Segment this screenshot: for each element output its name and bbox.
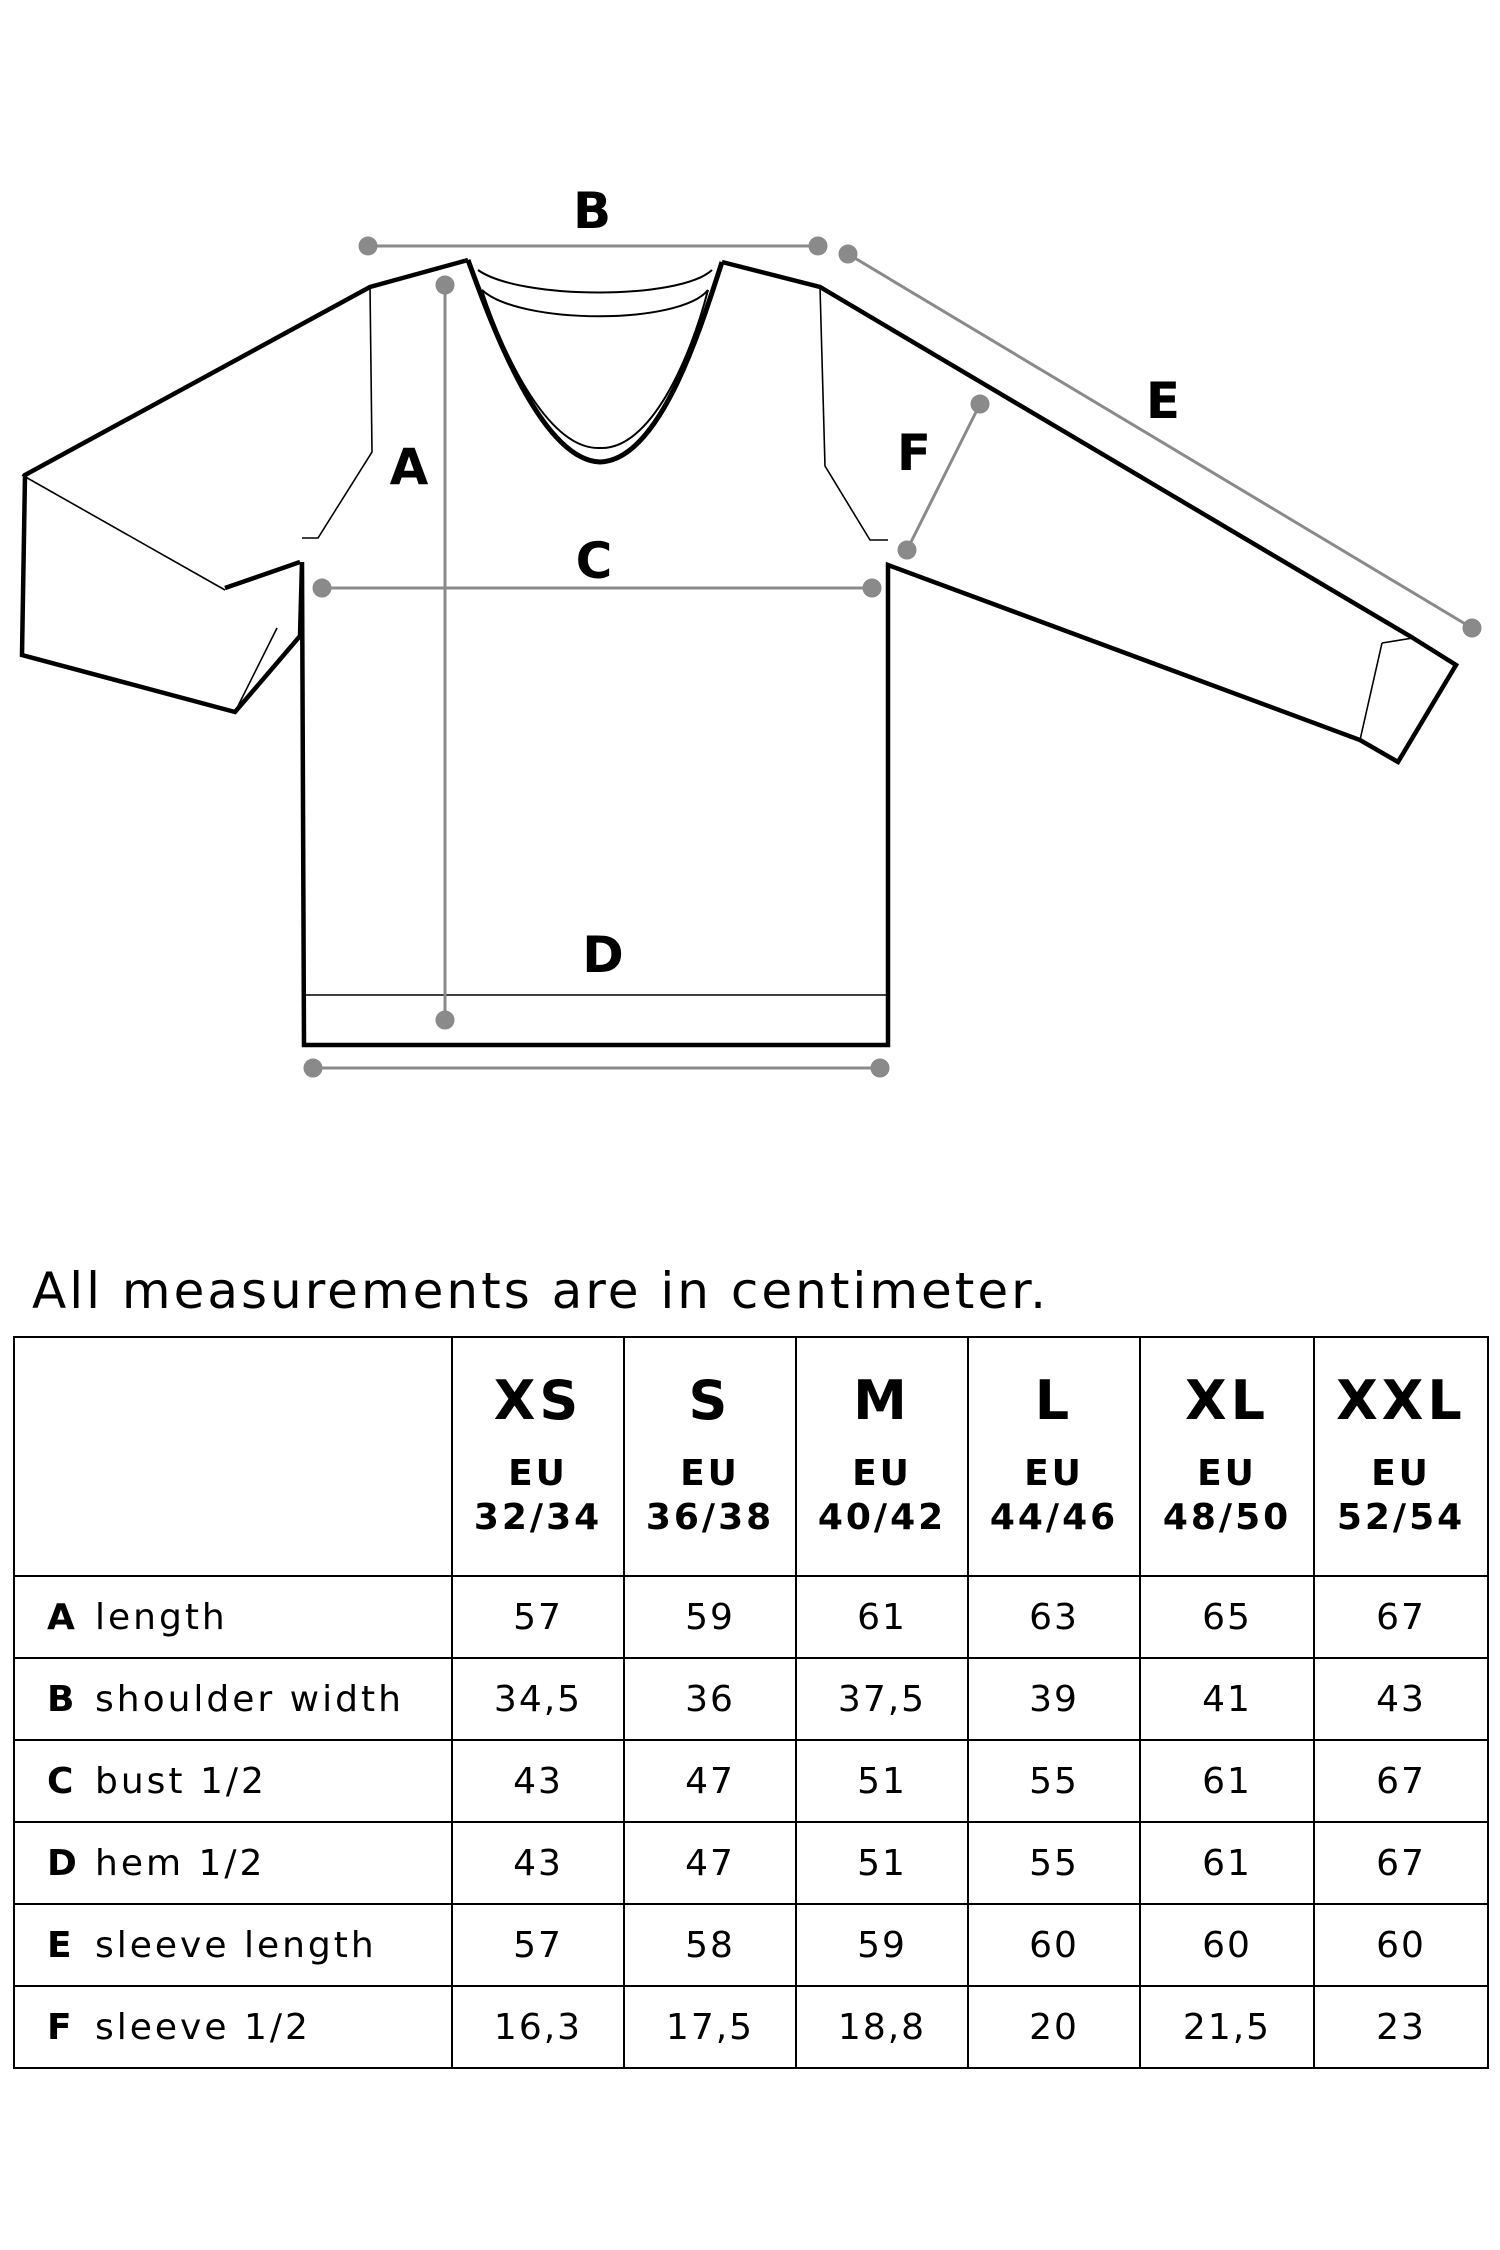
measure-line-e (848, 254, 1472, 628)
size-header-row (14, 1337, 1488, 1576)
size-eu-prefix: EU (1024, 1453, 1084, 1495)
size-eu: 48/50 (1162, 1496, 1292, 1538)
size-name: L (1034, 1369, 1074, 1433)
table-cell: 51 (796, 1822, 968, 1904)
table-cell: 43 (452, 1740, 624, 1822)
row-letter: C (47, 1760, 76, 1802)
table-cell: 63 (968, 1576, 1140, 1658)
table-cell: 43 (452, 1822, 624, 1904)
table-cell: 34,5 (452, 1658, 624, 1740)
table-cell: 57 (452, 1576, 624, 1658)
size-eu: 36/38 (645, 1496, 775, 1538)
table-cell: 18,8 (796, 1986, 968, 2068)
size-name: M (853, 1369, 911, 1433)
label-e: E (1145, 372, 1181, 430)
row-label (14, 1658, 452, 1740)
size-header (624, 1337, 796, 1576)
row-name: length (95, 1596, 228, 1638)
table-row (14, 1658, 1488, 1740)
row-letter: B (47, 1678, 77, 1720)
table-cell: 51 (796, 1740, 968, 1822)
table-cell: 60 (968, 1904, 1140, 1986)
table-cell: 61 (796, 1576, 968, 1658)
size-eu-prefix: EU (852, 1453, 912, 1495)
label-f: F (896, 424, 932, 482)
size-header (452, 1337, 624, 1576)
size-name: XL (1184, 1369, 1270, 1433)
table-row (14, 1576, 1488, 1658)
row-name: sleeve length (95, 1924, 377, 1966)
table-cell: 60 (1140, 1904, 1314, 1986)
table-cell: 65 (1140, 1576, 1314, 1658)
table-cell: 23 (1314, 1986, 1488, 2068)
size-eu-prefix: EU (680, 1453, 740, 1495)
table-cell: 55 (968, 1822, 1140, 1904)
table-row (14, 1986, 1488, 2068)
table-cell: 20 (968, 1986, 1140, 2068)
table-row (14, 1904, 1488, 1986)
table-cell: 61 (1140, 1822, 1314, 1904)
table-cell: 55 (968, 1740, 1140, 1822)
table-cell: 58 (624, 1904, 796, 1986)
table-cell: 47 (624, 1740, 796, 1822)
table-row (14, 1740, 1488, 1822)
row-letter: E (47, 1924, 74, 1966)
size-header (796, 1337, 968, 1576)
size-name: S (688, 1369, 732, 1433)
table-cell: 59 (624, 1576, 796, 1658)
row-label (14, 1740, 452, 1822)
size-eu: 52/54 (1336, 1496, 1466, 1538)
units-note: All measurements are in centimeter. (32, 1262, 1050, 1320)
label-a: A (389, 438, 429, 496)
row-letter: F (47, 2006, 74, 2048)
size-chart-table (13, 1336, 1489, 2069)
size-name: XXL (1336, 1369, 1466, 1433)
row-letter: D (47, 1842, 79, 1884)
table-cell: 57 (452, 1904, 624, 1986)
size-eu: 32/34 (473, 1496, 603, 1538)
table-cell: 67 (1314, 1822, 1488, 1904)
row-label (14, 1822, 452, 1904)
size-header (1314, 1337, 1488, 1576)
row-name: shoulder width (95, 1678, 404, 1720)
label-b: B (572, 182, 612, 240)
row-label (14, 1986, 452, 2068)
header-empty-cell (14, 1337, 452, 1576)
table-row (14, 1822, 1488, 1904)
row-name: bust 1/2 (95, 1760, 267, 1802)
table-cell: 17,5 (624, 1986, 796, 2068)
measurement-lines (305, 238, 1480, 1076)
size-header (968, 1337, 1140, 1576)
size-eu-prefix: EU (1371, 1453, 1431, 1495)
size-eu: 40/42 (817, 1496, 947, 1538)
row-letter: A (47, 1596, 77, 1638)
table-cell: 39 (968, 1658, 1140, 1740)
table-cell: 16,3 (452, 1986, 624, 2068)
row-name: sleeve 1/2 (95, 2006, 311, 2048)
size-eu-prefix: EU (1197, 1453, 1257, 1495)
label-d: D (582, 926, 624, 984)
row-label (14, 1904, 452, 1986)
label-c: C (575, 532, 613, 590)
table-cell: 41 (1140, 1658, 1314, 1740)
table-cell: 43 (1314, 1658, 1488, 1740)
size-eu-prefix: EU (508, 1453, 568, 1495)
table-cell: 36 (624, 1658, 796, 1740)
row-name: hem 1/2 (95, 1842, 266, 1884)
table-cell: 47 (624, 1822, 796, 1904)
table-cell: 67 (1314, 1740, 1488, 1822)
table-cell: 60 (1314, 1904, 1488, 1986)
table-cell: 37,5 (796, 1658, 968, 1740)
size-header (1140, 1337, 1314, 1576)
sweater-outline (22, 260, 1456, 1045)
table-cell: 67 (1314, 1576, 1488, 1658)
row-label (14, 1576, 452, 1658)
table-cell: 21,5 (1140, 1986, 1314, 2068)
size-eu: 44/46 (989, 1496, 1119, 1538)
table-cell: 59 (796, 1904, 968, 1986)
size-name: XS (493, 1369, 583, 1433)
table-cell: 61 (1140, 1740, 1314, 1822)
